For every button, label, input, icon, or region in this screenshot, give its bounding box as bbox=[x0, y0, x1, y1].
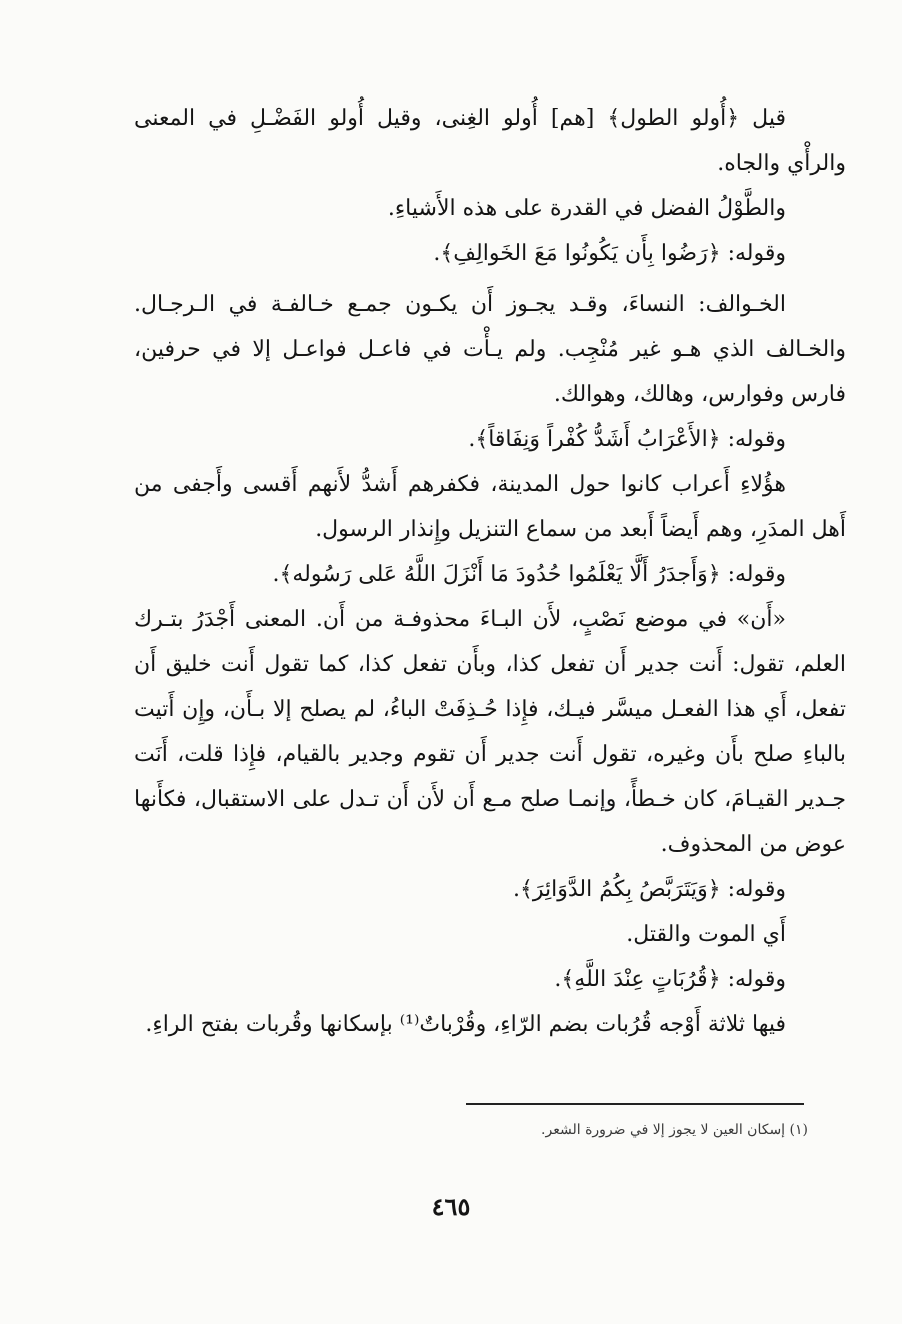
footnote: (١) إسكان العين لا يجوز إلا في ضرورة الشعر. bbox=[541, 1122, 808, 1138]
paragraph: فيها ثلاثة أَوْجه قُرُبات بضم الرّاءِ، وقُرْباتٌ⁽¹⁾ بإسكانها وقُربات بفتح الراءِ. bbox=[145, 1012, 786, 1037]
paragraph: وقوله: ﴿قُرُبَاتٍ عِنْدَ اللَّهِ﴾. bbox=[554, 967, 786, 992]
paragraph: والطَّوْلُ الفضل في القدرة على هذه الأَشياءِ. bbox=[387, 196, 786, 221]
paragraph: وقوله: ﴿رَضُوا بِأَن يَكُونُوا مَعَ الخَوالِفِ﴾. bbox=[433, 241, 786, 266]
paragraph: أَي الموت والقتل. bbox=[626, 922, 786, 947]
paragraph: «أَن» في موضع نَصْبٍ، لأَن البـاءَ محذوفـة من أَن. المعنى أَجْدَرُ بتـرك العلم، تقول: أَنت جدير أَن تفعل كذا، وبأَن تفعل كذا، كما تقول أَنت خليق أَن تفعل، أَي هذا الفعـل ميسَّر فيـك، فإِذا حُـذِفَتْ الباءُ، لم يصلح إلا بـأَن، وإِن أَتيت بالباءِ صلح بأَن وغيره، تقول أَنت جدير أَن تقوم وجدير بالقيام، فإِذا قلت، أَنَت جـدير القيـامَ، كان خـطأً، وإنمـا صلح مـع أَن لأَن أَن تـدل على الاستقبال، فكأَنها عوض من المحذوف. bbox=[134, 607, 846, 857]
paragraph: وقوله: ﴿وَيَتَرَبَّصُ بِكُمُ الدَّوَائِرَ﴾. bbox=[512, 877, 786, 902]
paragraph: الخـوالف: النساءَ، وقـد يجـوز أَن يكـون جمـع خـالفـة في الـرجـال. والخـالف الذي هـو غير مُنْجِب. ولم يـأْت في فاعـل فواعـل إلا في حرفين، فارس وفوارس، وهالك، وهوالك. bbox=[134, 292, 846, 407]
footnote-divider bbox=[466, 1103, 804, 1105]
page-number: ٤٦٥ bbox=[431, 1192, 471, 1221]
main-text bbox=[134, 96, 846, 1047]
paragraph: قيل ﴿أُولو الطول﴾ [هم] أُولو الغِنى، وقيل أُولو الفَضْـلِ في المعنى والرأْي والجاه. bbox=[134, 106, 846, 176]
paragraph: هؤُلاءِ أَعراب كانوا حول المدينة، فكفرهم أَشدُّ لأَنهم أَقسى وأَجفى من أَهل المدَرِ، وهم أَيضاً أَبعد من سماع التنزيل وإِنذار الرسول. bbox=[134, 472, 846, 542]
paragraph: وقوله: ﴿الأَعْرَابُ أَشَدُّ كُفْراً وَنِفَاقاً﴾. bbox=[468, 427, 786, 452]
paragraph: وقوله: ﴿وَأَجدَرُ أَلَّا يَعْلَمُوا حُدُودَ مَا أَنْزَلَ اللَّهُ عَلى رَسُوله﴾. bbox=[272, 562, 786, 587]
